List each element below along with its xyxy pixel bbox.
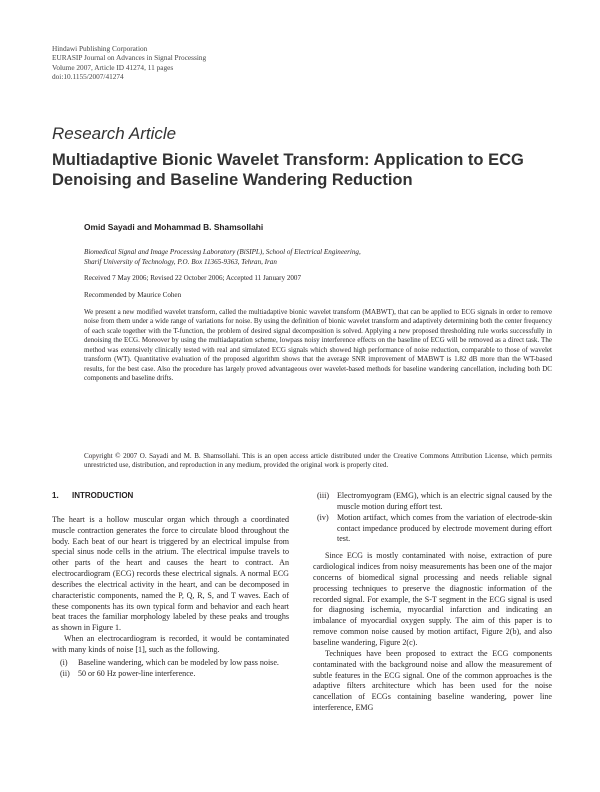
list-item xyxy=(52,669,289,680)
affiliation-line-2: Sharif University of Technology, P.O. Box 11365-9363, Tehran, Iran xyxy=(84,258,277,267)
authors: Omid Sayadi and Mohammad B. Shamsollahi xyxy=(84,222,264,232)
intro-paragraph-1: The heart is a hollow muscular organ which through a coordinated muscle contraction generates the force to circulate blood throughout the body. Each beat of our heart is triggered by an electrical impulse from special sinus node cells in the atrium. The electrical impulse travels to other parts of the heart and causes the heart to contract. An electrocardiogram (ECG) records these electrical signals. A normal ECG describes the electrical activity in the heart, and can be decomposed in characteristic components, named the P, Q, R, S, and T waves. Each of these components has its own typical form and behavior and each heart beat traces the familiar morphology labeled by these peaks and troughs as shown in Figure 1. xyxy=(52,514,289,633)
abstract: We present a new modified wavelet transform, called the multiadaptive bionic wavelet transform (MABWT), that can be applied to ECG signals in order to remove noise from them under a wide range of variations for noise. By using the definition of bionic wavelet transform and adaptively determining both the center frequency of each scale together with the T-function, the problem of desired signal decomposition is solved. Applying a new proposed thresholding rule works successfully in denoising the ECG. Moreover by using the multiadaptation scheme, lowpass noisy interference effects on the baseline of ECG will be removed as a direct task. The method was extensively clinically tested with real and simulated ECG signals which showed high performance of noise reduction, comparable to those of wavelet transform (WT). Quantitative evaluation of the proposed algorithm shows that the average SNR improvement of MABWT is 1.82 dB more than the WT-based results, for the best case. Also the procedure has largely proved advantageous over wavelet-based methods for baseline wandering cancellation, including both DC components and baseline drifts. xyxy=(84,308,552,383)
list-item-text: Electromyogram (EMG), which is an electric signal caused by the muscle motion during effort test. xyxy=(337,491,552,511)
section-number: 1. xyxy=(52,491,59,500)
right-column xyxy=(313,491,552,714)
article-dates: Received 7 May 2006; Revised 22 October 2006; Accepted 11 January 2007 xyxy=(84,274,302,282)
article-type: Research Article xyxy=(52,124,177,143)
list-marker: (iv) xyxy=(317,512,329,522)
list-item xyxy=(313,513,552,546)
article-title: Multiadaptive Bionic Wavelet Transform: Application to ECG Denoising and Baseline Wandering Reduction xyxy=(52,151,524,189)
intro-paragraph-2: When an electrocardiogram is recorded, it would be contaminated with many kinds of noise [1], such as the following. xyxy=(52,634,289,654)
section-heading xyxy=(52,491,289,502)
list-item xyxy=(313,491,552,513)
left-column xyxy=(52,491,289,680)
copyright-notice: Copyright © 2007 O. Sayadi and M. B. Shamsollahi. This is an open access article distributed under the Creative Commons Attribution License, which permits unrestricted use, distribution, and reproduction in any medium, provided the original work is properly cited. xyxy=(84,452,552,470)
list-item xyxy=(52,658,289,669)
list-item-text: 50 or 60 Hz power-line interference. xyxy=(78,668,196,678)
body-paragraph-1: Since ECG is mostly contaminated with noise, extraction of pure cardiological indices from noisy measurements has been one of the major concerns of biomedical signal processing and needs reliable signal processing techniques to preserve the diagnostic information of the recorded signal. For example, the S-T segment in the ECG signal is used for diagnosing ischemia, myocardial infarction and indicating an imbalance of myocardial oxygen supply. The aim of this paper is to remove common noise caused by motion artifact, Figure 2(b), and also baseline wandering, Figure 2(c). xyxy=(313,551,552,647)
noise-list xyxy=(52,658,289,680)
list-item-text: Motion artifact, which comes from the variation of electrode-skin contact impedance produced by electrode movement during effort test. xyxy=(337,512,552,544)
noise-list-continued xyxy=(313,491,552,545)
list-marker: (ii) xyxy=(60,668,70,678)
publisher-name: Hindawi Publishing Corporation xyxy=(52,44,148,53)
list-item-text: Baseline wandering, which can be modeled by low pass noise. xyxy=(78,657,279,667)
publication-info xyxy=(52,44,206,82)
journal-name: EURASIP Journal on Advances in Signal Processing xyxy=(52,53,207,63)
volume-line: Volume 2007, Article ID 41274, 11 pages xyxy=(52,62,174,72)
body-paragraph-2: Techniques have been proposed to extract the ECG components contaminated with the background noise and allow the measurement of subtle features in the ECG signal. One of the common approaches is the adaptive filters architecture which has been used for the noise cancellation of ECGs containing baseline wandering, power line interference, EMG xyxy=(313,648,552,713)
section-title: INTRODUCTION xyxy=(72,491,134,500)
list-marker: (iii) xyxy=(317,491,330,500)
affiliation xyxy=(84,247,554,267)
recommended-by: Recommended by Maurice Cohen xyxy=(84,291,182,299)
affiliation-line-1: Biomedical Signal and Image Processing Laboratory (BiSIPL), School of Electrical Engineering, xyxy=(84,248,361,256)
doi[interactable]: doi:10.1155/2007/41274 xyxy=(52,72,124,82)
list-marker: (i) xyxy=(60,657,68,667)
